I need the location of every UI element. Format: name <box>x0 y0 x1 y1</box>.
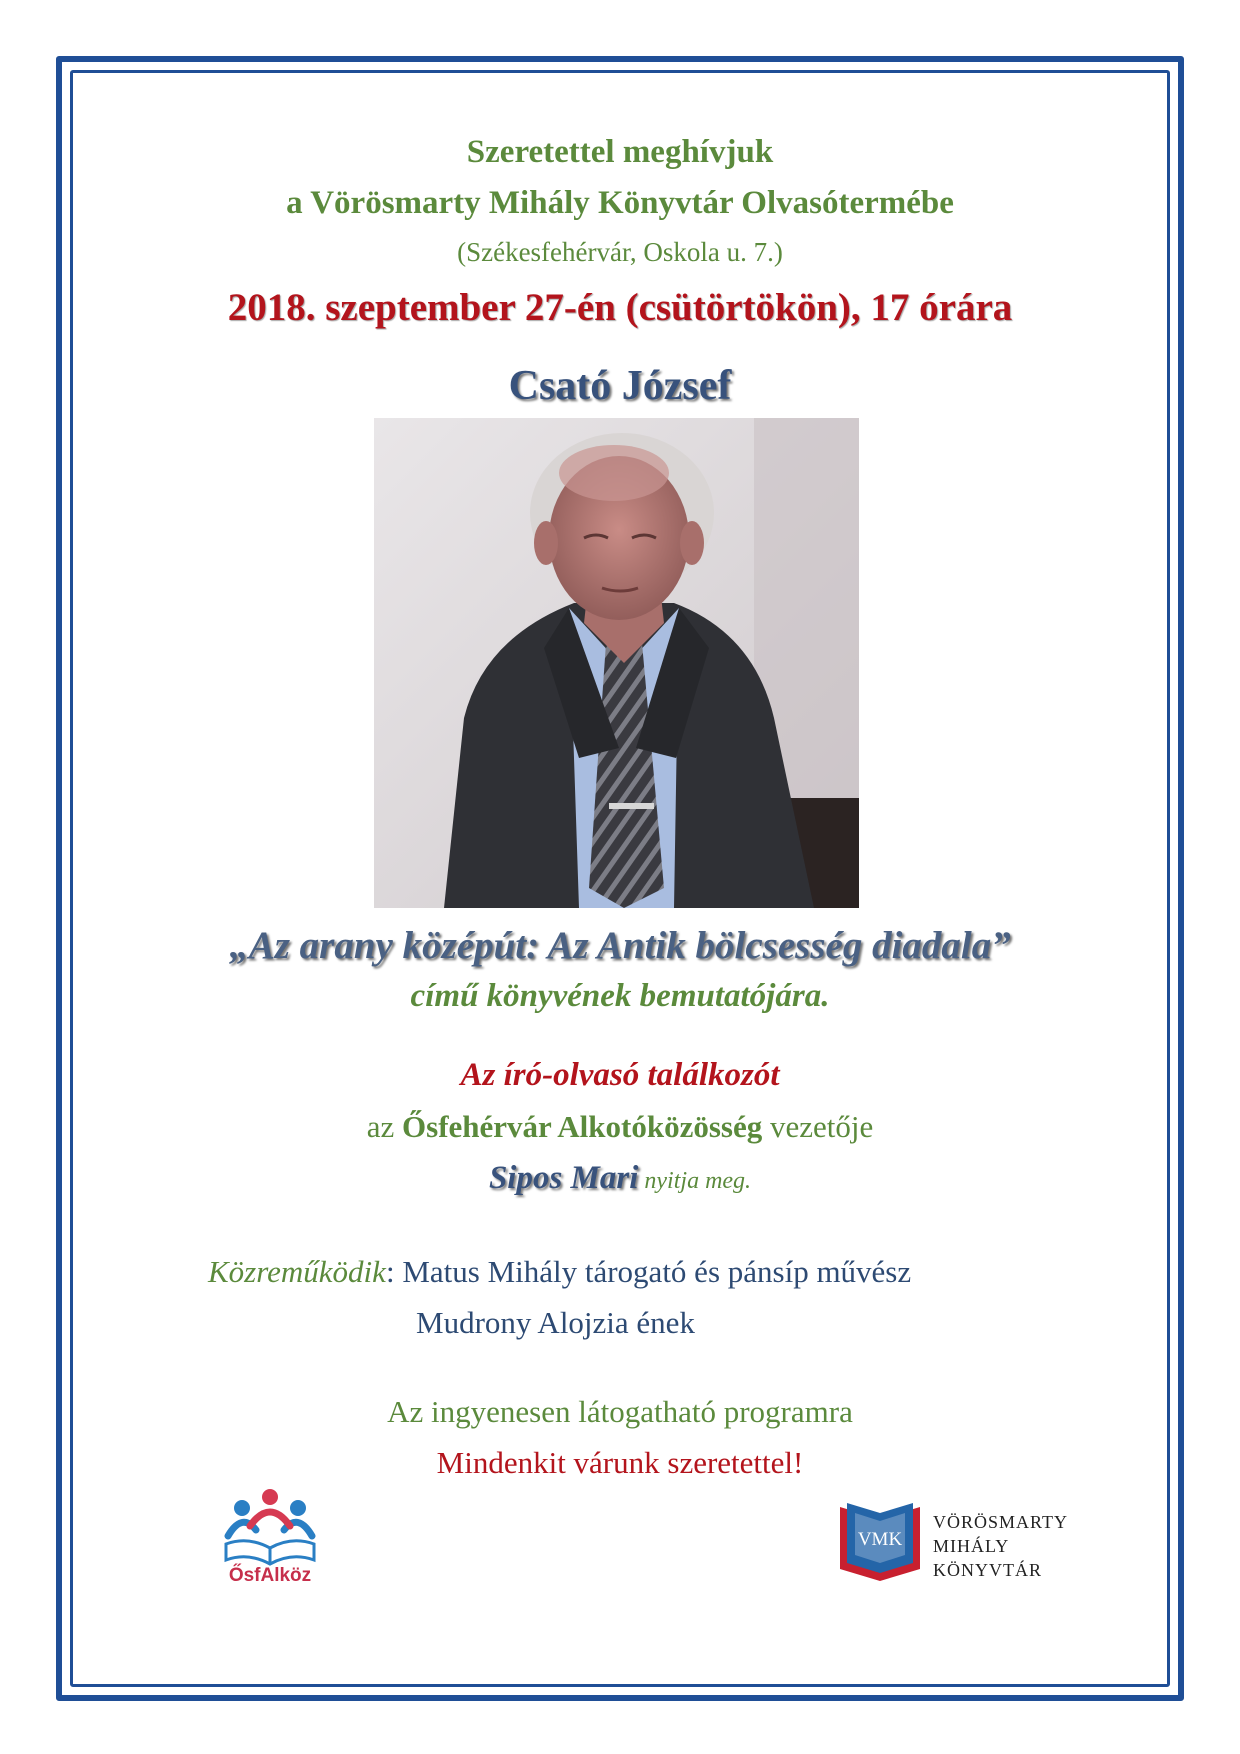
osfalkoz-caption: ŐsfAlköz <box>228 1565 312 1586</box>
vmk-name-line-3: KÖNYVTÁR <box>933 1560 1042 1580</box>
author-photo <box>374 418 859 908</box>
organizer-line <box>0 1109 1240 1145</box>
vmk-name-line-1: VÖRÖSMARTY <box>933 1512 1068 1532</box>
free-program-line: Az ingyenesen látogatható programra <box>387 1394 853 1429</box>
organizer-name: Ősfehérvár Alkotóközösség <box>402 1109 763 1144</box>
opener-line <box>0 1160 1240 1197</box>
venue-address: (Székesfehérvár, Oskola u. 7.) <box>457 237 783 267</box>
organizer-prefix: az <box>366 1109 403 1144</box>
event-datetime: 2018. szeptember 27-én (csütörtökön), 17 órára <box>227 286 1013 329</box>
meeting-heading: Az író-olvasó találkozót <box>460 1057 780 1093</box>
book-subtitle: című könyvének bemutatójára. <box>410 978 830 1014</box>
vmk-mark: VMK <box>857 1529 903 1550</box>
book-title: „Az arany középút: Az Antik bölcsesség diadala” <box>229 924 1011 967</box>
vmk-name <box>933 1510 1068 1582</box>
opener-tail: nyitja meg. <box>638 1168 752 1194</box>
vmk-name-line-2: MIHÁLY <box>933 1536 1010 1556</box>
invite-line-2: a Vörösmarty Mihály Könyvtár Olvasótermébe <box>286 185 954 221</box>
performers-label: Közreműködik <box>208 1254 386 1289</box>
performers-line-1 <box>208 1254 911 1290</box>
organizer-suffix: vezetője <box>762 1109 874 1144</box>
opener-name: Sipos Mari <box>488 1160 639 1196</box>
welcome-line: Mindenkit várunk szeretettel! <box>436 1445 804 1480</box>
performer-1: Matus Mihály tárogató és pánsíp művész <box>402 1254 912 1289</box>
vmk-library-logo <box>835 1497 1075 1587</box>
performers-colon: : <box>385 1254 403 1289</box>
osfalkoz-logo-icon <box>220 1488 320 1566</box>
author-name: Csató József <box>508 363 732 409</box>
performer-2: Mudrony Alojzia ének <box>416 1305 695 1340</box>
invite-line-1: Szeretettel meghívjuk <box>466 134 774 170</box>
osfalkoz-logo <box>220 1488 320 1588</box>
vmk-book-icon <box>835 1497 925 1582</box>
